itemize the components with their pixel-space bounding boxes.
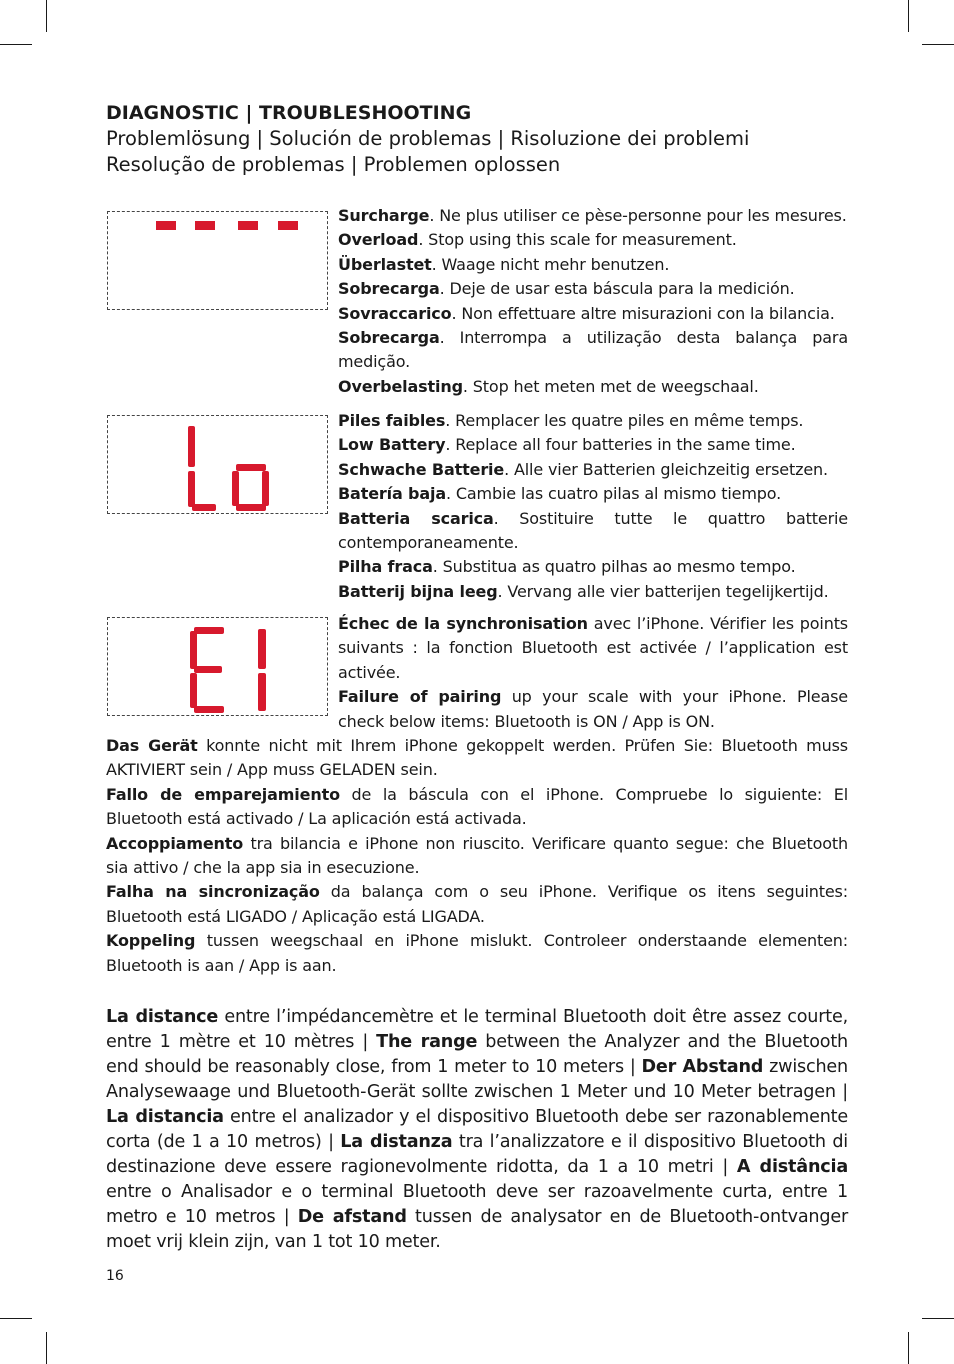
range-text: zwischen Analysewaage und Bluetooth-Gerät sollte zwischen 1 Meter und 10 Meter betragen | — [106, 1057, 848, 1102]
range-term: A distância — [736, 1157, 848, 1177]
heading-languages-line-2: Resolução de problemas | Problemen oplossen — [106, 153, 561, 176]
entry-term: Falha na sincronização — [106, 882, 320, 902]
entry-term: Batteria scarica — [338, 508, 494, 528]
range-term: De afstand — [297, 1207, 407, 1227]
entry — [338, 612, 848, 685]
entry-text: . Interrompa a utilização desta balança para medição. — [338, 328, 848, 372]
entry — [338, 685, 848, 734]
range-term: The range — [376, 1032, 478, 1052]
entry-text: . Waage nicht mehr benutzen. — [431, 254, 670, 274]
entry-text: up your scale with your iPhone. Please check below items: Bluetooth is ON / App is ON. — [338, 687, 848, 731]
entry-term: Low Battery — [338, 435, 446, 455]
entry-text: . Vervang alle vier batterijen tegelijkertijd. — [497, 581, 829, 601]
entry-term: Schwache Batterie — [338, 459, 505, 479]
entry-text: . Stop using this scale for measurement. — [418, 230, 737, 250]
entry-term: Accoppiamento — [106, 833, 244, 853]
entry-term: Sovraccarico — [338, 303, 452, 323]
entry-text: konnte nicht mit Ihrem iPhone gekoppelt werden. Prüfen Sie: Bluetooth muss AKTIVIERT sein / App muss GELADEN sein. — [106, 736, 848, 780]
crop-mark — [908, 0, 909, 32]
entry-text: avec l’iPhone. Vérifier les points suivants : la fonction Bluetooth est activée / l’application est activée. — [338, 614, 848, 682]
range-text: entre o Analisador e o terminal Bluetooth deve ser razoavelmente curta, entre 1 metro e 10 metros | — [106, 1182, 848, 1227]
entry-text: . Substitua as quatro pilhas ao mesmo tempo. — [432, 557, 796, 577]
range-term: La distancia — [106, 1107, 224, 1127]
entry — [338, 555, 848, 579]
entry-text: . Alle vier Batterien gleichzeitig ersetzen. — [504, 459, 828, 479]
range-text: tra l’analizzatore e il dispositivo Bluetooth di destinazione deve essere ragionevolmente ridotta, da 1 a 10 metri | — [106, 1132, 848, 1177]
entry-term: Überlastet — [338, 254, 432, 274]
entry — [338, 375, 848, 399]
entry — [338, 433, 848, 457]
range-term: Der Abstand — [641, 1057, 764, 1077]
range-text: entre l’impédancemètre et le terminal Bluetooth doit être assez courte, entre 1 mètre et 10 mètres | — [106, 1007, 848, 1052]
crop-mark — [46, 0, 47, 32]
entry-text: . Remplacer les quatre piles en même temps. — [445, 411, 804, 430]
range-term: La distanza — [340, 1132, 453, 1152]
entry-term: Batería baja — [338, 484, 446, 504]
pairing-side-entries — [338, 612, 848, 734]
entry-text: da balança com o seu iPhone. Verifique os itens seguintes: Bluetooth está LIGADO / Aplicação está LIGADA. — [106, 882, 848, 926]
range-term: La distance — [106, 1007, 219, 1027]
entry-term: Sobrecarga — [338, 328, 440, 348]
entry — [338, 482, 848, 506]
entry — [338, 204, 848, 228]
entry — [338, 302, 848, 326]
entry-term: Piles faibles — [338, 411, 446, 430]
overload-display — [107, 211, 328, 310]
entry-term: Overbelasting — [338, 376, 463, 396]
entry — [106, 880, 848, 929]
entry — [106, 783, 848, 832]
entry — [338, 409, 848, 433]
entry-text: de la báscula con el iPhone. Compruebe lo siguiente: El Bluetooth está activado / La aplicación está activada. — [106, 784, 848, 829]
heading-languages-line-1: Problemlösung | Solución de problemas | Risoluzione dei problemi — [106, 127, 750, 150]
entry-term: Surcharge — [338, 206, 430, 225]
entry — [338, 507, 848, 556]
entry — [106, 929, 848, 978]
entry-term: Overload — [338, 230, 419, 250]
entry-term: Failure of pairing — [338, 687, 502, 707]
entry-text: . Cambie las cuatro pilas al mismo tiempo. — [445, 484, 782, 504]
pairing-error-display — [107, 617, 328, 716]
entry-term: Koppeling — [106, 931, 196, 951]
entry — [338, 277, 848, 301]
entry-term: Sobrecarga — [338, 279, 440, 299]
entry — [338, 580, 848, 604]
range-paragraph — [106, 1005, 848, 1255]
entry-text: tussen weegschaal en iPhone mislukt. Controleer onderstaande elementen: Bluetooth is aan / App is aan. — [106, 931, 848, 975]
entry-text: . Stop het meten met de weegschaal. — [462, 376, 759, 396]
low-battery-display — [107, 415, 328, 514]
entry-term: Batterij bijna leeg — [338, 581, 498, 601]
entry — [338, 326, 848, 375]
pairing-full-entries — [106, 734, 848, 978]
range-text: between the Analyzer and the Bluetooth end should be reasonably close, from 1 meter to 10 meters | — [106, 1032, 848, 1077]
overload-dashes-icon — [108, 212, 329, 311]
entry — [338, 228, 848, 252]
low-battery-entries — [338, 409, 848, 604]
crop-mark — [908, 1332, 909, 1364]
entry-text: . Ne plus utiliser ce pèse-personne pour les mesures. — [429, 206, 847, 225]
page-number: 16 — [106, 1268, 124, 1284]
entry-text: . Replace all four batteries in the same time. — [445, 435, 796, 455]
crop-mark — [0, 44, 32, 45]
crop-mark — [922, 44, 954, 45]
range-text: entre el analizador y el dispositivo Bluetooth debe ser razonablemente corta (de 1 a 10 metros) | — [106, 1107, 848, 1152]
entry-term: Échec de la synchronisation — [338, 614, 588, 633]
entry-text: . Deje de usar esta báscula para la medición. — [439, 279, 795, 299]
entry — [338, 253, 848, 277]
overload-entries — [338, 204, 848, 399]
entry-term: Das Gerät — [106, 736, 198, 755]
entry-text: . Non effettuare altre misurazioni con la bilancia. — [451, 303, 835, 323]
heading-title: DIAGNOSTIC | TROUBLESHOOTING — [106, 102, 472, 124]
entry — [106, 832, 848, 881]
entry — [106, 734, 848, 783]
range-text: tussen de analysator en de Bluetooth-ontvanger moet vrij klein zijn, van 1 tot 10 meter. — [106, 1207, 849, 1252]
crop-mark — [0, 1318, 32, 1319]
entry — [338, 458, 848, 482]
e1-segment-icon — [108, 618, 329, 717]
entry-text: tra bilancia e iPhone non riuscito. Verificare quanto segue: che Bluetooth sia attivo / che la app sia in esecuzione. — [106, 833, 848, 878]
entry-term: Fallo de emparejamiento — [106, 784, 340, 804]
section-heading — [106, 100, 866, 178]
crop-mark — [922, 1318, 954, 1319]
lo-segment-icon — [108, 416, 329, 515]
entry-text: . Sostituire tutte le quattro batterie contemporaneamente. — [338, 508, 848, 553]
entry-term: Pilha fraca — [338, 557, 433, 577]
crop-mark — [46, 1332, 47, 1364]
